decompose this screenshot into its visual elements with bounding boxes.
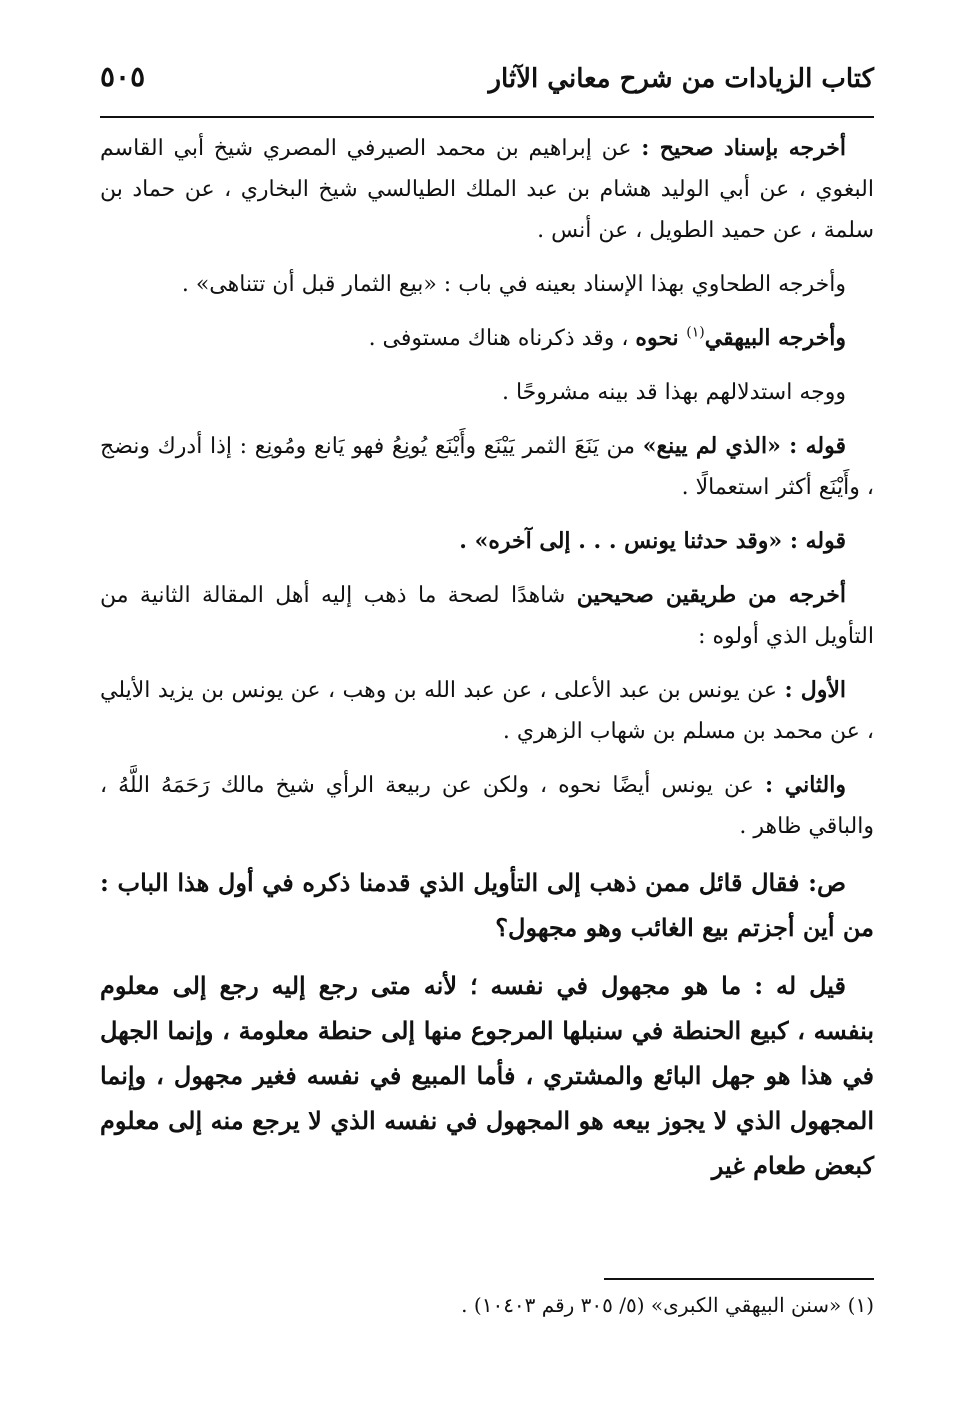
footnote-marker: (١) (686, 324, 705, 341)
page-number: ٥٠٥ (100, 60, 146, 93)
paragraph-lead: وأخرجه البيهقي (704, 325, 846, 351)
bold-paragraph: قيل له : ما هو مجهول في نفسه ؛ لأنه متى رجع إليه رجع إلى معلوم بنفسه ، كبيع الحنطة في سنبلها المرجوع منها إلى حنطة معلومة ، وإنما الجهل في هذا هو جهل البائع والمشتري ، فأما المبيع في نفسه فغير مجهول ، وإنما المجهول الذي لا يجوز بيعه هو المجهول في نفسه الذي لا يرجع منه إلى معلوم كبعض طعام غير (100, 971, 875, 1180)
paragraph-text: ووجه استدلالهم بهذا قد بينه مشروحًا . (501, 380, 846, 405)
paragraph (100, 670, 874, 752)
paragraph (100, 765, 874, 847)
page-header (100, 52, 874, 118)
paragraph (100, 575, 874, 657)
book-title: كتاب الزيادات من شرح معاني الآثار (488, 64, 874, 94)
footnote-divider (604, 1278, 874, 1280)
paragraph-lead: أخرجه من طريقين صحيحين (576, 582, 846, 608)
paragraph-text: عن يونس بن عبد الأعلى ، عن عبد الله بن وهب ، عن يونس بن يزيد الأيلي ، عن محمد بن مسلم بن شهاب الزهري . (100, 678, 874, 744)
paragraph (100, 128, 874, 251)
footnote: (١) «سنن البيهقي الكبرى» (٥/ ٣٠٥ رقم ١٠٤٠٣) . (461, 1293, 874, 1317)
paragraph-text: وأخرجه الطحاوي بهذا الإسناد بعينه في باب : «بيع الثمار قبل أن تتناهى» . (181, 272, 846, 297)
paragraph-lead: قوله : «وقد حدثنا يونس . . . إلى آخره» . (459, 528, 846, 554)
paragraph-text: من يَنَعَ الثمر يَيْنَع وأَيْنَع يُونِعُ فهو يَانع ومُونِع : إذا أدرك ونضج ، وأَيْنَع أكثر استعمالًا . (100, 434, 874, 500)
paragraph (100, 372, 874, 413)
paragraph-lead: والثاني : (764, 772, 846, 798)
paragraph-lead: أخرجه بإسناد صحيح : (641, 135, 846, 161)
paragraph-text: ، وقد ذكرناه هناك مستوفى . (368, 326, 636, 351)
paragraph (100, 426, 874, 508)
bold-paragraph: ص: فقال قائل ممن ذهب إلى التأويل الذي قدمنا ذكره في أول هذا الباب : من أين أجزتم بيع الغائب وهو مجهول؟ (100, 868, 874, 942)
paragraph (100, 318, 874, 359)
paragraph-text: عن يونس أيضًا نحوه ، ولكن عن ربيعة الرأي شيخ مالك رَحَمَهُ اللَّهُ ، والباقي ظاهر . (100, 773, 874, 839)
paragraph-lead: قوله : «الذي لم يينع» (642, 433, 846, 459)
main-text (100, 128, 874, 1201)
paragraph-lead: الأول : (784, 677, 846, 703)
paragraph (100, 264, 874, 305)
paragraph-lead: نحوه (635, 325, 687, 351)
paragraph (100, 521, 874, 562)
paragraph-text: عن إبراهيم بن محمد الصيرفي المصري شيخ أبي القاسم البغوي ، عن أبي الوليد هشام بن عبد الملك الطيالسي شيخ البخاري ، عن حماد بن سلمة ، عن حميد الطويل ، عن أنس . (100, 136, 874, 243)
paragraph-text: شاهدًا لصحة ما ذهب إليه أهل المقالة الثانية من التأويل الذي أولوه : (100, 583, 874, 649)
